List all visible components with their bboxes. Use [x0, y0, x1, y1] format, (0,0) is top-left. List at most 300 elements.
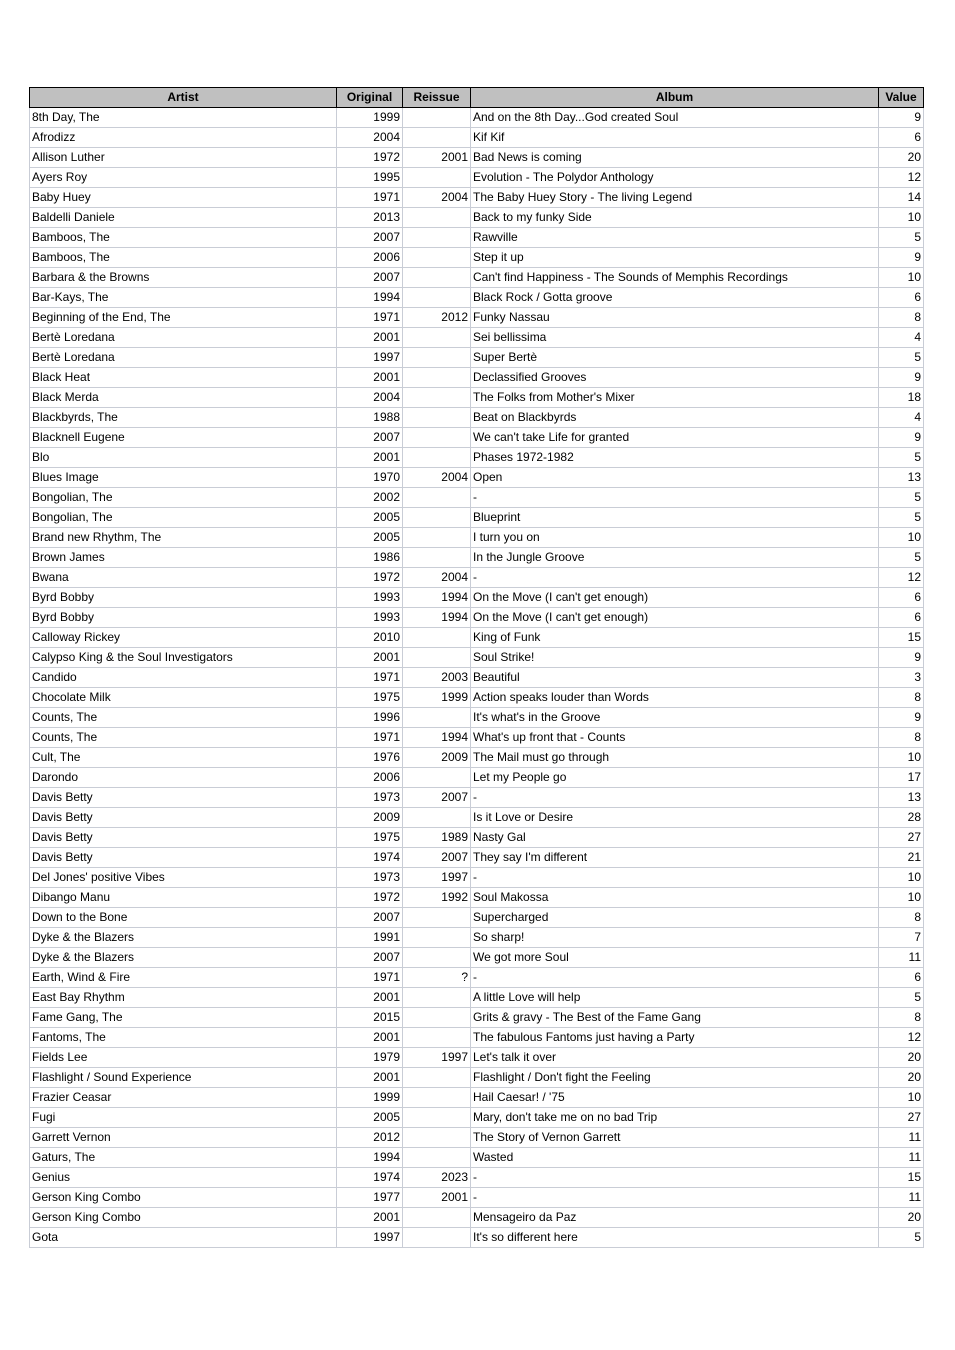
- cell-artist[interactable]: Byrd Bobby: [30, 608, 337, 628]
- cell-reissue[interactable]: [403, 808, 471, 828]
- cell-value[interactable]: 5: [879, 228, 924, 248]
- cell-original[interactable]: 2005: [337, 528, 403, 548]
- cell-original[interactable]: 1971: [337, 188, 403, 208]
- cell-artist[interactable]: Brown James: [30, 548, 337, 568]
- cell-original[interactable]: 1975: [337, 828, 403, 848]
- cell-album[interactable]: Sei bellissima: [471, 328, 879, 348]
- cell-reissue[interactable]: 1992: [403, 888, 471, 908]
- cell-original[interactable]: 1975: [337, 688, 403, 708]
- cell-album[interactable]: A little Love will help: [471, 988, 879, 1008]
- cell-artist[interactable]: Calloway Rickey: [30, 628, 337, 648]
- cell-original[interactable]: 1974: [337, 1168, 403, 1188]
- cell-original[interactable]: 2001: [337, 1068, 403, 1088]
- header-value[interactable]: Value: [879, 88, 924, 108]
- cell-album[interactable]: -: [471, 868, 879, 888]
- cell-album[interactable]: Nasty Gal: [471, 828, 879, 848]
- cell-album[interactable]: We got more Soul: [471, 948, 879, 968]
- cell-reissue[interactable]: [403, 208, 471, 228]
- cell-value[interactable]: 4: [879, 408, 924, 428]
- table-row: [30, 868, 924, 888]
- cell-album[interactable]: Blueprint: [471, 508, 879, 528]
- cell-value[interactable]: 10: [879, 1088, 924, 1108]
- cell-value[interactable]: 10: [879, 868, 924, 888]
- cell-value[interactable]: 5: [879, 548, 924, 568]
- cell-original[interactable]: 1986: [337, 548, 403, 568]
- cell-album[interactable]: They say I'm different: [471, 848, 879, 868]
- cell-album[interactable]: -: [471, 968, 879, 988]
- cell-reissue[interactable]: [403, 408, 471, 428]
- cell-artist[interactable]: Fame Gang, The: [30, 1008, 337, 1028]
- cell-artist[interactable]: Byrd Bobby: [30, 588, 337, 608]
- cell-value[interactable]: 8: [879, 728, 924, 748]
- cell-artist[interactable]: Dyke & the Blazers: [30, 928, 337, 948]
- cell-album[interactable]: Hail Caesar! / '75: [471, 1088, 879, 1108]
- cell-original[interactable]: 1973: [337, 868, 403, 888]
- cell-album[interactable]: Funky Nassau: [471, 308, 879, 328]
- cell-reissue[interactable]: 2001: [403, 148, 471, 168]
- cell-value[interactable]: 20: [879, 1048, 924, 1068]
- cell-original[interactable]: 1988: [337, 408, 403, 428]
- cell-value[interactable]: 18: [879, 388, 924, 408]
- cell-value[interactable]: 10: [879, 528, 924, 548]
- cell-value[interactable]: 5: [879, 508, 924, 528]
- cell-artist[interactable]: Genius: [30, 1168, 337, 1188]
- cell-album[interactable]: The Mail must go through: [471, 748, 879, 768]
- cell-reissue[interactable]: [403, 1088, 471, 1108]
- cell-artist[interactable]: Gerson King Combo: [30, 1208, 337, 1228]
- cell-value[interactable]: 8: [879, 688, 924, 708]
- cell-original[interactable]: 2013: [337, 208, 403, 228]
- cell-reissue[interactable]: 2007: [403, 848, 471, 868]
- cell-value[interactable]: 5: [879, 448, 924, 468]
- cell-value[interactable]: 5: [879, 488, 924, 508]
- cell-original[interactable]: 2015: [337, 1008, 403, 1028]
- cell-reissue[interactable]: 2003: [403, 668, 471, 688]
- cell-album[interactable]: Mary, don't take me on no bad Trip: [471, 1108, 879, 1128]
- cell-original[interactable]: 1995: [337, 168, 403, 188]
- cell-reissue[interactable]: [403, 508, 471, 528]
- cell-reissue[interactable]: 2004: [403, 568, 471, 588]
- cell-reissue[interactable]: 1997: [403, 868, 471, 888]
- cell-artist[interactable]: Blues Image: [30, 468, 337, 488]
- cell-value[interactable]: 10: [879, 208, 924, 228]
- cell-artist[interactable]: Gerson King Combo: [30, 1188, 337, 1208]
- cell-artist[interactable]: Afrodizz: [30, 128, 337, 148]
- cell-album[interactable]: It's so different here: [471, 1228, 879, 1248]
- cell-reissue[interactable]: [403, 248, 471, 268]
- cell-original[interactable]: 2001: [337, 988, 403, 1008]
- cell-reissue[interactable]: 2023: [403, 1168, 471, 1188]
- cell-original[interactable]: 1972: [337, 568, 403, 588]
- cell-original[interactable]: 1976: [337, 748, 403, 768]
- cell-artist[interactable]: Bar-Kays, The: [30, 288, 337, 308]
- cell-value[interactable]: 12: [879, 1028, 924, 1048]
- cell-value[interactable]: 5: [879, 1228, 924, 1248]
- header-artist[interactable]: Artist: [30, 88, 337, 108]
- table-row: [30, 688, 924, 708]
- cell-artist[interactable]: Bongolian, The: [30, 508, 337, 528]
- cell-album[interactable]: Phases 1972-1982: [471, 448, 879, 468]
- cell-album[interactable]: Step it up: [471, 248, 879, 268]
- cell-artist[interactable]: Fields Lee: [30, 1048, 337, 1068]
- cell-artist[interactable]: Del Jones' positive Vibes: [30, 868, 337, 888]
- cell-reissue[interactable]: [403, 488, 471, 508]
- cell-album[interactable]: King of Funk: [471, 628, 879, 648]
- cell-album[interactable]: -: [471, 1188, 879, 1208]
- cell-reissue[interactable]: [403, 108, 471, 128]
- cell-reissue[interactable]: [403, 448, 471, 468]
- cell-album[interactable]: Grits & gravy - The Best of the Fame Gang: [471, 1008, 879, 1028]
- cell-value[interactable]: 8: [879, 1008, 924, 1028]
- header-album[interactable]: Album: [471, 88, 879, 108]
- cell-album[interactable]: -: [471, 568, 879, 588]
- cell-value[interactable]: 10: [879, 268, 924, 288]
- cell-artist[interactable]: Fantoms, The: [30, 1028, 337, 1048]
- cell-original[interactable]: 1970: [337, 468, 403, 488]
- cell-album[interactable]: Bad News is coming: [471, 148, 879, 168]
- cell-album[interactable]: On the Move (I can't get enough): [471, 588, 879, 608]
- cell-value[interactable]: 9: [879, 428, 924, 448]
- cell-reissue[interactable]: 1994: [403, 588, 471, 608]
- cell-original[interactable]: 2006: [337, 248, 403, 268]
- cell-original[interactable]: 2001: [337, 368, 403, 388]
- cell-original[interactable]: 1972: [337, 148, 403, 168]
- cell-value[interactable]: 11: [879, 1128, 924, 1148]
- cell-reissue[interactable]: [403, 528, 471, 548]
- cell-artist[interactable]: Dibango Manu: [30, 888, 337, 908]
- cell-value[interactable]: 6: [879, 968, 924, 988]
- cell-value[interactable]: 10: [879, 748, 924, 768]
- cell-artist[interactable]: Dyke & the Blazers: [30, 948, 337, 968]
- cell-artist[interactable]: Black Merda: [30, 388, 337, 408]
- cell-value[interactable]: 9: [879, 108, 924, 128]
- cell-artist[interactable]: Fugi: [30, 1108, 337, 1128]
- cell-artist[interactable]: Gota: [30, 1228, 337, 1248]
- cell-original[interactable]: 1972: [337, 888, 403, 908]
- cell-original[interactable]: 1993: [337, 588, 403, 608]
- cell-reissue[interactable]: [403, 988, 471, 1008]
- cell-artist[interactable]: Allison Luther: [30, 148, 337, 168]
- cell-value[interactable]: 6: [879, 288, 924, 308]
- cell-reissue[interactable]: [403, 648, 471, 668]
- cell-album[interactable]: -: [471, 1168, 879, 1188]
- cell-original[interactable]: 1971: [337, 728, 403, 748]
- cell-reissue[interactable]: [403, 128, 471, 148]
- header-original[interactable]: Original: [337, 88, 403, 108]
- cell-value[interactable]: 9: [879, 368, 924, 388]
- cell-value[interactable]: 11: [879, 948, 924, 968]
- cell-reissue[interactable]: 1997: [403, 1048, 471, 1068]
- cell-original[interactable]: 1997: [337, 1228, 403, 1248]
- cell-original[interactable]: 2007: [337, 228, 403, 248]
- cell-album[interactable]: -: [471, 788, 879, 808]
- cell-value[interactable]: 4: [879, 328, 924, 348]
- cell-artist[interactable]: 8th Day, The: [30, 108, 337, 128]
- table-row: [30, 1128, 924, 1148]
- cell-album[interactable]: The fabulous Fantoms just having a Party: [471, 1028, 879, 1048]
- cell-reissue[interactable]: [403, 1008, 471, 1028]
- cell-artist[interactable]: Blo: [30, 448, 337, 468]
- cell-reissue[interactable]: 2004: [403, 468, 471, 488]
- cell-album[interactable]: Soul Strike!: [471, 648, 879, 668]
- cell-original[interactable]: 2001: [337, 448, 403, 468]
- cell-reissue[interactable]: 2009: [403, 748, 471, 768]
- cell-album[interactable]: Black Rock / Gotta groove: [471, 288, 879, 308]
- cell-original[interactable]: 1977: [337, 1188, 403, 1208]
- cell-album[interactable]: Action speaks louder than Words: [471, 688, 879, 708]
- cell-artist[interactable]: Bertè Loredana: [30, 348, 337, 368]
- cell-original[interactable]: 1999: [337, 108, 403, 128]
- cell-artist[interactable]: Earth, Wind & Fire: [30, 968, 337, 988]
- cell-artist[interactable]: Bwana: [30, 568, 337, 588]
- cell-value[interactable]: 21: [879, 848, 924, 868]
- cell-value[interactable]: 20: [879, 1068, 924, 1088]
- cell-original[interactable]: 2007: [337, 908, 403, 928]
- cell-artist[interactable]: Counts, The: [30, 708, 337, 728]
- cell-value[interactable]: 7: [879, 928, 924, 948]
- cell-album[interactable]: Beautiful: [471, 668, 879, 688]
- cell-original[interactable]: 2010: [337, 628, 403, 648]
- cell-value[interactable]: 8: [879, 908, 924, 928]
- cell-album[interactable]: The Folks from Mother's Mixer: [471, 388, 879, 408]
- cell-artist[interactable]: Down to the Bone: [30, 908, 337, 928]
- header-reissue[interactable]: Reissue: [403, 88, 471, 108]
- cell-artist[interactable]: Frazier Ceasar: [30, 1088, 337, 1108]
- cell-original[interactable]: 2007: [337, 268, 403, 288]
- cell-value[interactable]: 15: [879, 628, 924, 648]
- cell-value[interactable]: 11: [879, 1188, 924, 1208]
- cell-value[interactable]: 12: [879, 168, 924, 188]
- cell-reissue[interactable]: [403, 548, 471, 568]
- cell-album[interactable]: Declassified Grooves: [471, 368, 879, 388]
- cell-original[interactable]: 1994: [337, 1148, 403, 1168]
- cell-reissue[interactable]: [403, 948, 471, 968]
- cell-album[interactable]: And on the 8th Day...God created Soul: [471, 108, 879, 128]
- table-row: [30, 588, 924, 608]
- cell-original[interactable]: 2001: [337, 648, 403, 668]
- cell-reissue[interactable]: [403, 908, 471, 928]
- table-row: [30, 1048, 924, 1068]
- cell-original[interactable]: 2001: [337, 1028, 403, 1048]
- cell-artist[interactable]: Candido: [30, 668, 337, 688]
- cell-reissue[interactable]: [403, 1148, 471, 1168]
- cell-artist[interactable]: Blackbyrds, The: [30, 408, 337, 428]
- cell-value[interactable]: 9: [879, 248, 924, 268]
- cell-original[interactable]: 2009: [337, 808, 403, 828]
- cell-value[interactable]: 27: [879, 828, 924, 848]
- cell-artist[interactable]: Cult, The: [30, 748, 337, 768]
- cell-album[interactable]: Back to my funky Side: [471, 208, 879, 228]
- table-row: [30, 748, 924, 768]
- cell-original[interactable]: 2004: [337, 128, 403, 148]
- cell-value[interactable]: 13: [879, 788, 924, 808]
- cell-original[interactable]: 1974: [337, 848, 403, 868]
- cell-value[interactable]: 17: [879, 768, 924, 788]
- table-row: [30, 1088, 924, 1108]
- cell-reissue[interactable]: [403, 288, 471, 308]
- cell-album[interactable]: So sharp!: [471, 928, 879, 948]
- cell-original[interactable]: 2001: [337, 328, 403, 348]
- cell-artist[interactable]: Barbara & the Browns: [30, 268, 337, 288]
- cell-reissue[interactable]: [403, 388, 471, 408]
- cell-value[interactable]: 15: [879, 1168, 924, 1188]
- cell-reissue[interactable]: [403, 348, 471, 368]
- cell-album[interactable]: -: [471, 488, 879, 508]
- cell-artist[interactable]: Flashlight / Sound Experience: [30, 1068, 337, 1088]
- cell-value[interactable]: 3: [879, 668, 924, 688]
- cell-original[interactable]: 1993: [337, 608, 403, 628]
- cell-album[interactable]: Rawville: [471, 228, 879, 248]
- cell-artist[interactable]: Garrett Vernon: [30, 1128, 337, 1148]
- cell-album[interactable]: Evolution - The Polydor Anthology: [471, 168, 879, 188]
- cell-original[interactable]: 1979: [337, 1048, 403, 1068]
- cell-reissue[interactable]: 2001: [403, 1188, 471, 1208]
- cell-reissue[interactable]: [403, 428, 471, 448]
- cell-original[interactable]: 2002: [337, 488, 403, 508]
- cell-artist[interactable]: Bamboos, The: [30, 248, 337, 268]
- cell-artist[interactable]: Beginning of the End, The: [30, 308, 337, 328]
- cell-artist[interactable]: Davis Betty: [30, 808, 337, 828]
- cell-value[interactable]: 27: [879, 1108, 924, 1128]
- cell-reissue[interactable]: [403, 1228, 471, 1248]
- cell-artist[interactable]: Bongolian, The: [30, 488, 337, 508]
- cell-reissue[interactable]: [403, 1108, 471, 1128]
- cell-reissue[interactable]: [403, 1208, 471, 1228]
- cell-reissue[interactable]: [403, 368, 471, 388]
- cell-reissue[interactable]: 2012: [403, 308, 471, 328]
- cell-artist[interactable]: Bertè Loredana: [30, 328, 337, 348]
- cell-value[interactable]: 10: [879, 888, 924, 908]
- cell-album[interactable]: Soul Makossa: [471, 888, 879, 908]
- cell-artist[interactable]: Davis Betty: [30, 848, 337, 868]
- cell-artist[interactable]: Davis Betty: [30, 828, 337, 848]
- cell-album[interactable]: Kif Kif: [471, 128, 879, 148]
- cell-value[interactable]: 20: [879, 148, 924, 168]
- cell-reissue[interactable]: [403, 328, 471, 348]
- cell-value[interactable]: 5: [879, 988, 924, 1008]
- cell-reissue[interactable]: [403, 1028, 471, 1048]
- table-row: [30, 1028, 924, 1048]
- cell-original[interactable]: 1973: [337, 788, 403, 808]
- cell-artist[interactable]: Ayers Roy: [30, 168, 337, 188]
- cell-artist[interactable]: Black Heat: [30, 368, 337, 388]
- cell-original[interactable]: 2012: [337, 1128, 403, 1148]
- cell-original[interactable]: 1994: [337, 288, 403, 308]
- cell-value[interactable]: 14: [879, 188, 924, 208]
- cell-artist[interactable]: Baldelli Daniele: [30, 208, 337, 228]
- cell-reissue[interactable]: [403, 268, 471, 288]
- cell-value[interactable]: 11: [879, 1148, 924, 1168]
- table-row: [30, 348, 924, 368]
- cell-original[interactable]: 1999: [337, 1088, 403, 1108]
- cell-reissue[interactable]: [403, 1128, 471, 1148]
- cell-reissue[interactable]: [403, 708, 471, 728]
- cell-album[interactable]: Can't find Happiness - The Sounds of Memphis Recordings: [471, 268, 879, 288]
- cell-album[interactable]: Is it Love or Desire: [471, 808, 879, 828]
- cell-value[interactable]: 8: [879, 308, 924, 328]
- cell-value[interactable]: 5: [879, 348, 924, 368]
- cell-artist[interactable]: Bamboos, The: [30, 228, 337, 248]
- cell-artist[interactable]: Counts, The: [30, 728, 337, 748]
- cell-original[interactable]: 2004: [337, 388, 403, 408]
- cell-album[interactable]: On the Move (I can't get enough): [471, 608, 879, 628]
- cell-album[interactable]: Let's talk it over: [471, 1048, 879, 1068]
- cell-original[interactable]: 2005: [337, 508, 403, 528]
- cell-artist[interactable]: Calypso King & the Soul Investigators: [30, 648, 337, 668]
- cell-original[interactable]: 2006: [337, 768, 403, 788]
- cell-album[interactable]: Wasted: [471, 1148, 879, 1168]
- cell-original[interactable]: 2007: [337, 948, 403, 968]
- cell-album[interactable]: Open: [471, 468, 879, 488]
- cell-reissue[interactable]: [403, 768, 471, 788]
- cell-artist[interactable]: Baby Huey: [30, 188, 337, 208]
- table-row: [30, 268, 924, 288]
- cell-value[interactable]: 6: [879, 608, 924, 628]
- cell-reissue[interactable]: 1994: [403, 728, 471, 748]
- cell-value[interactable]: 9: [879, 708, 924, 728]
- cell-original[interactable]: 2007: [337, 428, 403, 448]
- cell-artist[interactable]: Brand new Rhythm, The: [30, 528, 337, 548]
- cell-reissue[interactable]: [403, 928, 471, 948]
- cell-value[interactable]: 13: [879, 468, 924, 488]
- cell-original[interactable]: 1996: [337, 708, 403, 728]
- cell-original[interactable]: 1971: [337, 308, 403, 328]
- cell-album[interactable]: We can't take Life for granted: [471, 428, 879, 448]
- cell-album[interactable]: Flashlight / Don't fight the Feeling: [471, 1068, 879, 1088]
- cell-reissue[interactable]: [403, 628, 471, 648]
- cell-album[interactable]: I turn you on: [471, 528, 879, 548]
- cell-artist[interactable]: Gaturs, The: [30, 1148, 337, 1168]
- cell-artist[interactable]: Chocolate Milk: [30, 688, 337, 708]
- cell-album[interactable]: The Story of Vernon Garrett: [471, 1128, 879, 1148]
- cell-reissue[interactable]: [403, 168, 471, 188]
- cell-value[interactable]: 9: [879, 648, 924, 668]
- cell-album[interactable]: Super Bertè: [471, 348, 879, 368]
- cell-original[interactable]: 2005: [337, 1108, 403, 1128]
- cell-original[interactable]: 1971: [337, 968, 403, 988]
- cell-original[interactable]: 2001: [337, 1208, 403, 1228]
- cell-album[interactable]: Mensageiro da Paz: [471, 1208, 879, 1228]
- cell-album[interactable]: It's what's in the Groove: [471, 708, 879, 728]
- cell-artist[interactable]: Darondo: [30, 768, 337, 788]
- cell-value[interactable]: 6: [879, 588, 924, 608]
- cell-reissue[interactable]: 2004: [403, 188, 471, 208]
- cell-reissue[interactable]: [403, 228, 471, 248]
- cell-reissue[interactable]: 2007: [403, 788, 471, 808]
- cell-value[interactable]: 28: [879, 808, 924, 828]
- cell-reissue[interactable]: [403, 1068, 471, 1088]
- cell-original[interactable]: 1991: [337, 928, 403, 948]
- cell-album[interactable]: What's up front that - Counts: [471, 728, 879, 748]
- cell-reissue[interactable]: ?: [403, 968, 471, 988]
- cell-value[interactable]: 6: [879, 128, 924, 148]
- cell-album[interactable]: In the Jungle Groove: [471, 548, 879, 568]
- cell-album[interactable]: Let my People go: [471, 768, 879, 788]
- cell-album[interactable]: Beat on Blackbyrds: [471, 408, 879, 428]
- cell-artist[interactable]: Blacknell Eugene: [30, 428, 337, 448]
- cell-album[interactable]: The Baby Huey Story - The living Legend: [471, 188, 879, 208]
- cell-album[interactable]: Supercharged: [471, 908, 879, 928]
- cell-artist[interactable]: East Bay Rhythm: [30, 988, 337, 1008]
- cell-original[interactable]: 1971: [337, 668, 403, 688]
- cell-reissue[interactable]: 1989: [403, 828, 471, 848]
- cell-value[interactable]: 12: [879, 568, 924, 588]
- cell-reissue[interactable]: 1994: [403, 608, 471, 628]
- cell-original[interactable]: 1997: [337, 348, 403, 368]
- cell-artist[interactable]: Davis Betty: [30, 788, 337, 808]
- cell-reissue[interactable]: 1999: [403, 688, 471, 708]
- cell-value[interactable]: 20: [879, 1208, 924, 1228]
